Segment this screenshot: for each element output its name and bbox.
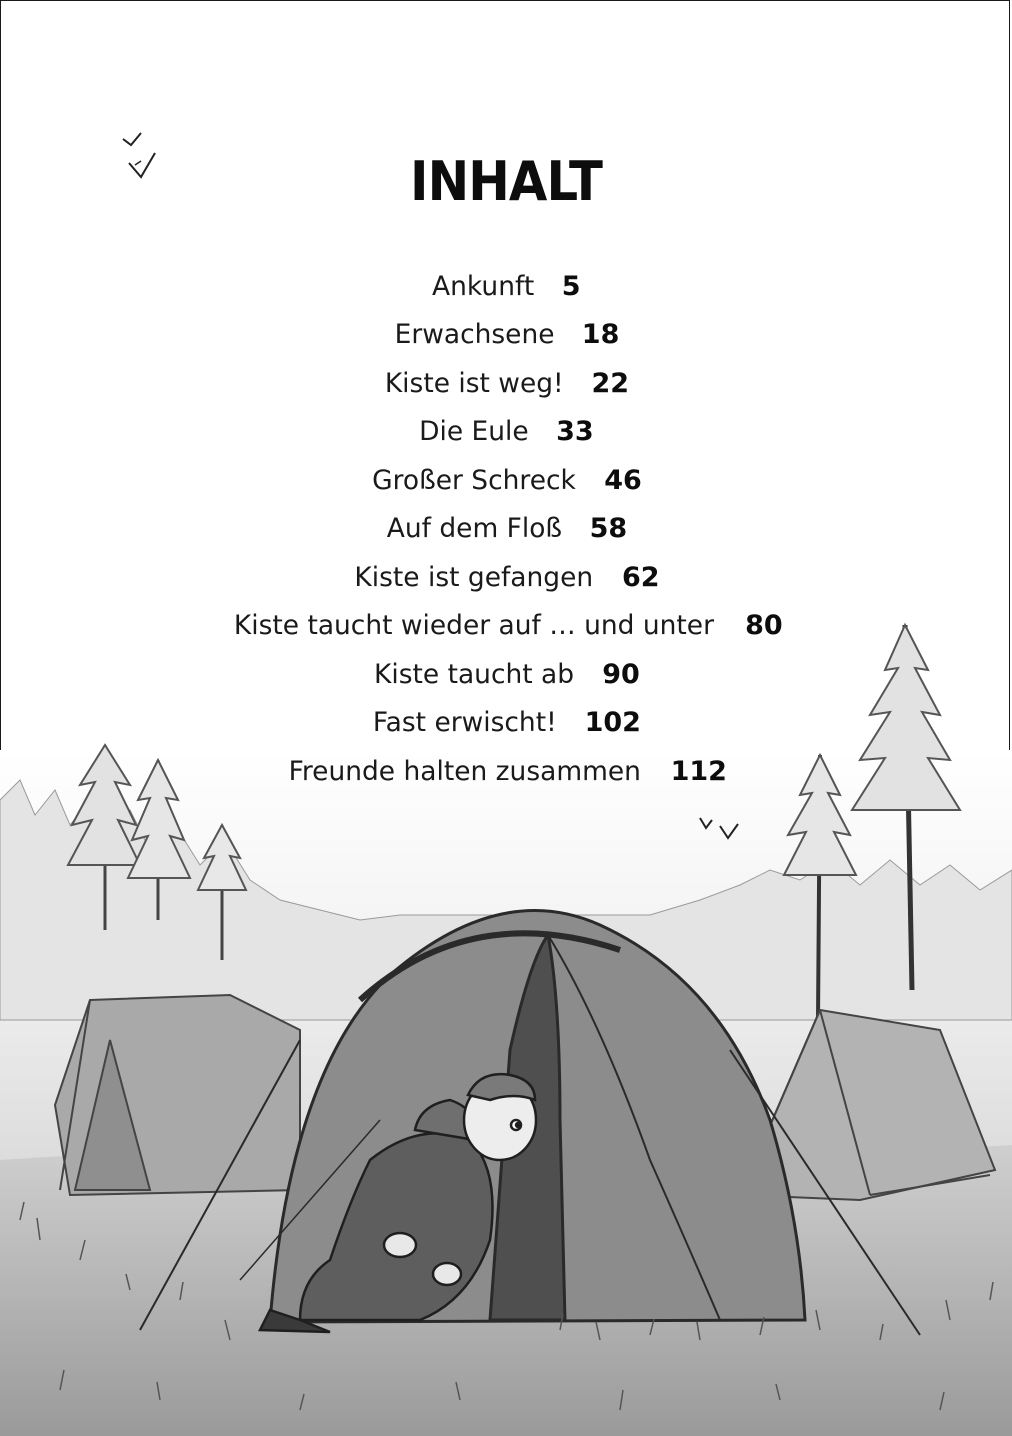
toc-entry-page: 33: [556, 416, 594, 448]
toc-entry-page: 46: [604, 464, 642, 496]
toc-entry-title: Die Eule: [419, 416, 529, 448]
toc-entry-title: Auf dem Floß: [386, 513, 562, 545]
toc-entry-title: Kiste taucht wieder auf … und unter: [234, 610, 715, 642]
toc-entry[interactable]: [0, 699, 1012, 748]
toc-entry[interactable]: [0, 747, 1012, 796]
toc-entry-title: Fast erwischt!: [372, 707, 557, 739]
toc-entry-title: Großer Schreck: [372, 464, 577, 496]
toc-entry-page: 90: [602, 658, 640, 690]
toc-entry-page: 22: [591, 367, 630, 399]
toc-entry-title: Freunde halten zusammen: [288, 755, 641, 787]
toc-entry[interactable]: [0, 650, 1012, 699]
toc-entry[interactable]: [0, 602, 1012, 651]
toc-entry[interactable]: [0, 359, 1012, 408]
toc-entry-page: 5: [561, 270, 581, 302]
toc-entry[interactable]: [0, 408, 1012, 457]
toc-entry-page: 112: [670, 755, 727, 787]
toc-entry-title: Kiste taucht ab: [374, 658, 575, 690]
toc-entry[interactable]: [0, 311, 1012, 360]
toc-entry-title: Ankunft: [432, 270, 535, 302]
toc-entry-page: 62: [622, 561, 660, 593]
toc-entry[interactable]: [0, 262, 1012, 311]
toc-entry-page: 18: [581, 319, 620, 351]
toc-entry[interactable]: [0, 505, 1012, 554]
tent-left: [55, 995, 300, 1195]
toc-entry[interactable]: [0, 553, 1012, 602]
page-title: INHALT: [410, 150, 602, 213]
toc-entry-page: 58: [589, 513, 628, 545]
toc-entry-title: Kiste ist gefangen: [354, 561, 594, 593]
toc-entry-page: 102: [584, 707, 641, 739]
table-of-contents: [0, 262, 1012, 796]
toc-entry-title: Erwachsene: [394, 319, 555, 351]
toc-entry-page: 80: [745, 610, 783, 642]
toc-entry[interactable]: [0, 456, 1012, 505]
toc-entry-title: Kiste ist weg!: [384, 367, 564, 399]
